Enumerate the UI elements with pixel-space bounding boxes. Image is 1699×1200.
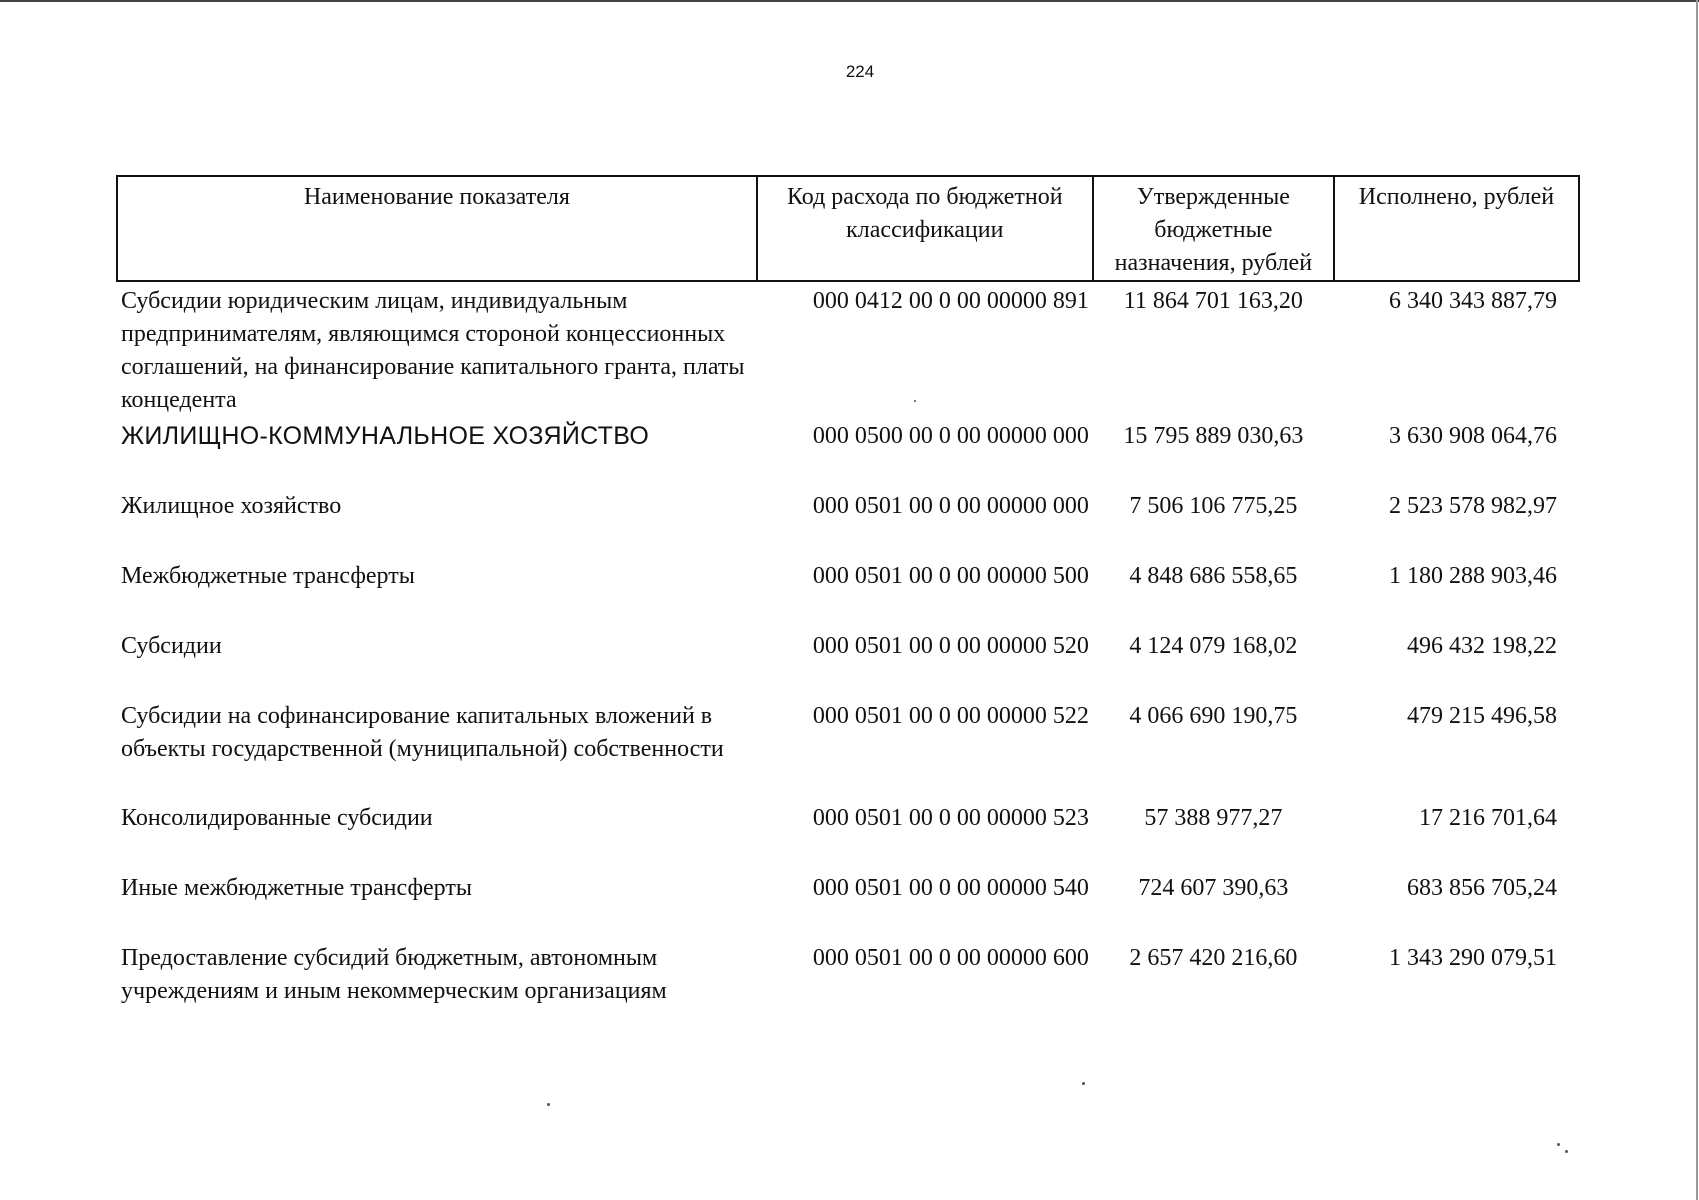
row-name: Иные межбюджетные трансферты (121, 875, 472, 901)
table-row (117, 942, 1579, 1012)
table-row (117, 490, 1579, 560)
row-name: Жилищное хозяйство (121, 493, 342, 519)
row-approved: 15 795 889 030,63 (1123, 423, 1304, 449)
header-executed-amount: Исполнено, рублей (1334, 176, 1579, 281)
row-code: 000 0501 00 0 00 00000 523 (812, 805, 1089, 831)
header-indicator-name: Наименование показателя (117, 176, 757, 281)
row-approved: 724 607 390,63 (1138, 875, 1289, 901)
row-executed: 683 856 705,24 (1407, 875, 1557, 901)
row-approved: 4 124 079 168,02 (1129, 633, 1298, 659)
table-row (117, 872, 1579, 942)
row-code: 000 0501 00 0 00 00000 600 (812, 945, 1089, 971)
row-name: Предоставление субсидий бюджетным, автономным учреждениям и иным некоммерческим организациям (121, 945, 667, 1004)
row-code: 000 0501 00 0 00 00000 522 (812, 703, 1089, 729)
table-row (117, 281, 1579, 420)
row-approved: 7 506 106 775,25 (1129, 493, 1298, 519)
row-name: Межбюджетные трансферты (121, 563, 415, 589)
table-row (117, 630, 1579, 700)
row-executed: 496 432 198,22 (1407, 633, 1557, 659)
scan-speck (1557, 1143, 1560, 1146)
row-executed: 1 343 290 079,51 (1389, 945, 1557, 971)
table-header-row (117, 176, 1579, 281)
row-code: 000 0501 00 0 00 00000 000 (812, 493, 1089, 519)
scan-speck (914, 400, 916, 402)
row-code: 000 0412 00 0 00 00000 891 (812, 288, 1089, 314)
row-executed: 2 523 578 982,97 (1389, 493, 1557, 519)
row-name: ЖИЛИЩНО-КОММУНАЛЬНОЕ ХОЗЯЙСТВО (121, 422, 650, 450)
row-approved: 4 848 686 558,65 (1129, 563, 1298, 589)
table-row (117, 560, 1579, 630)
row-code: 000 0501 00 0 00 00000 500 (812, 563, 1089, 589)
row-approved: 4 066 690 190,75 (1129, 703, 1298, 729)
row-approved: 2 657 420 216,60 (1129, 945, 1298, 971)
right-border-line (1696, 0, 1698, 1200)
table-row (117, 802, 1579, 872)
header-expense-code: Код расхода по бюджетной классификации (757, 176, 1093, 281)
row-name: Субсидии на софинансирование капитальных вложений в объекты государственной (муниципальной) собственности (121, 703, 724, 762)
row-executed: 6 340 343 887,79 (1389, 288, 1557, 314)
row-code: 000 0501 00 0 00 00000 540 (812, 875, 1089, 901)
header-approved-amount: Утвержденные бюджетные назначения, рублей (1093, 176, 1334, 281)
scan-speck (1565, 1150, 1568, 1153)
row-name: Субсидии (121, 633, 222, 659)
scan-speck (1082, 1082, 1085, 1085)
row-executed: 1 180 288 903,46 (1389, 563, 1557, 589)
table-row (117, 700, 1579, 802)
row-code: 000 0500 00 0 00 00000 000 (812, 423, 1089, 449)
row-name: Субсидии юридическим лицам, индивидуальным предпринимателям, являющимся стороной концессионных соглашений, на финансирование капитального гранта, платы концедента (121, 288, 745, 413)
row-name: Консолидированные субсидии (121, 805, 433, 831)
top-border-line (0, 0, 1699, 2)
row-executed: 17 216 701,64 (1419, 805, 1557, 831)
row-executed: 479 215 496,58 (1407, 703, 1557, 729)
scan-speck (547, 1103, 550, 1106)
table-row (117, 420, 1579, 490)
row-approved: 57 388 977,27 (1144, 805, 1283, 831)
row-executed: 3 630 908 064,76 (1389, 423, 1557, 449)
page-number: 224 (845, 62, 875, 81)
row-approved: 11 864 701 163,20 (1123, 288, 1303, 314)
row-code: 000 0501 00 0 00 00000 520 (812, 633, 1089, 659)
budget-execution-table (116, 175, 1580, 1012)
